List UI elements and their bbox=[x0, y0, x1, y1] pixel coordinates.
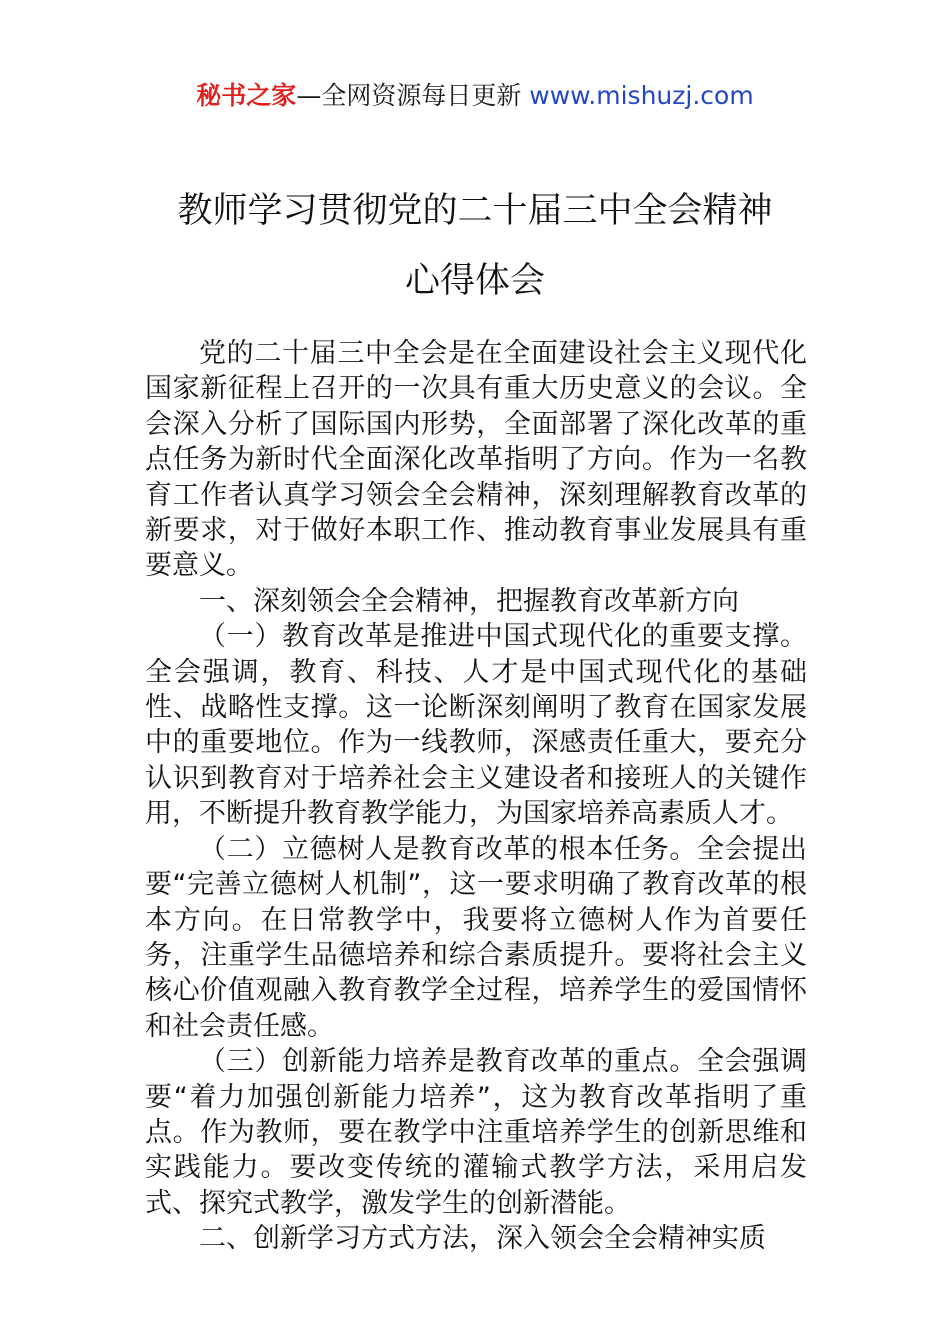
site-header bbox=[0, 78, 950, 114]
header-tagline: —全网资源每日更新 bbox=[296, 81, 530, 110]
paragraph-1: （一）教育改革是推进中国式现代化的重要支撑。全会强调，教育、科技、人才是中国式现代化的基础性、战略性支撑。这一论断深刻阐明了教育在国家发展中的重要地位。作为一线教师，深感责任重大，要充分认识到教育对于培养社会主义建设者和接班人的关键作用，不断提升教育教学能力，为国家培养高素质人才。 bbox=[145, 621, 807, 830]
document-body bbox=[145, 336, 807, 1257]
intro-paragraph: 党的二十届三中全会是在全面建设社会主义现代化国家新征程上召开的一次具有重大历史意义的会议。全会深入分析了国际国内形势，全面部署了深化改革的重点任务为新时代全面深化改革指明了方向。作为一名教育工作者认真学习领会全会精神，深刻理解教育改革的新要求，对于做好本职工作、推动教育事业发展具有重要意义。 bbox=[145, 338, 807, 582]
document-title bbox=[0, 176, 950, 316]
site-url-link[interactable]: www.mishuzj.com bbox=[529, 81, 754, 110]
paragraph-3: （三）创新能力培养是教育改革的重点。全会强调要“着力加强创新能力培养”，这为教育改革指明了重点。作为教师，要在教学中注重培养学生的创新思维和实践能力。要改变传统的灌输式教学方法，采用启发式、探究式教学，激发学生的创新潜能。 bbox=[145, 1046, 807, 1219]
paragraph-2: （二）立德树人是教育改革的根本任务。全会提出要“完善立德树人机制”，这一要求明确了教育改革的根本方向。在日常教学中，我要将立德树人作为首要任务，注重学生品德培养和综合素质提升。要将社会主义核心价值观融入教育教学全过程，培养学生的爱国情怀和社会责任感。 bbox=[145, 833, 807, 1042]
brand-name: 秘书之家 bbox=[196, 81, 297, 110]
section-heading-2: 二、创新学习方式方法，深入领会全会精神实质 bbox=[199, 1223, 766, 1255]
section-heading-1: 一、深刻领会全会精神，把握教育改革新方向 bbox=[199, 585, 739, 617]
title-line-1: 教师学习贯彻党的二十届三中全会精神 bbox=[177, 191, 773, 231]
title-line-2: 心得体会 bbox=[404, 261, 545, 301]
